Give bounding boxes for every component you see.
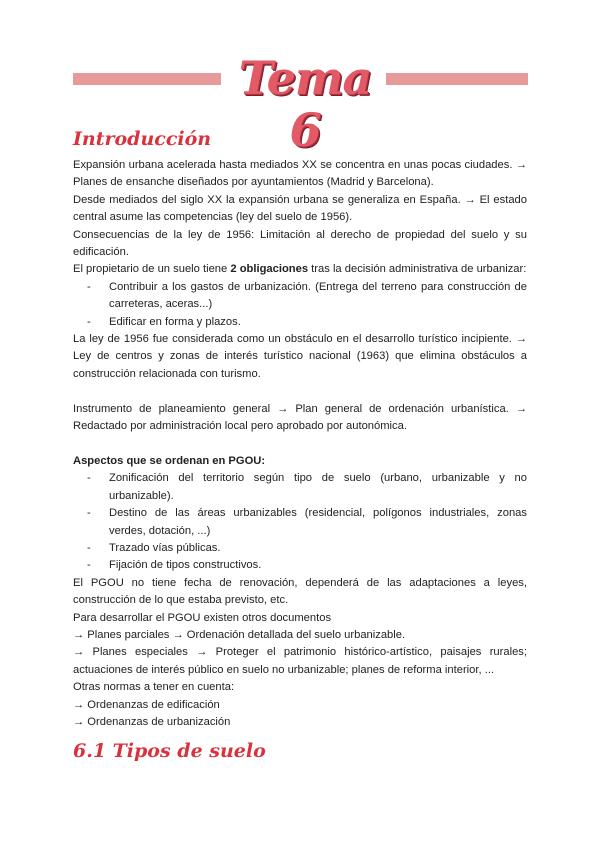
paragraph: Otras normas a tener en cuenta: — [73, 681, 235, 694]
section-heading-introduccion: Introducción — [73, 128, 212, 150]
list-item: - Edificar en forma y plazos. — [87, 314, 527, 331]
header-bar-left — [73, 73, 221, 85]
page-title: Tema 6 — [238, 51, 372, 157]
pgou-heading: Aspectos que se ordenan en PGOU: — [73, 454, 266, 467]
paragraph: El PGOU no tiene fecha de renovación, dependerá de las adaptaciones a leyes, construcción de lo que estaba previsto, etc. — [73, 576, 527, 607]
pgou-list — [73, 470, 527, 574]
spacer — [73, 383, 527, 400]
list-item: - Fijación de tipos constructivos. — [87, 557, 527, 574]
list-item: - Zonificación del territorio según tipo de suelo (urbano, urbanizable y no urbanizable). — [87, 470, 527, 505]
bold-text: 2 obligaciones — [230, 263, 309, 276]
section-heading-tipos-de-suelo: 6.1 Tipos de suelo — [73, 740, 266, 762]
paragraph: → Ordenanzas de edificación — [73, 698, 220, 711]
header-bar-right — [386, 73, 528, 85]
paragraph: Expansión urbana acelerada hasta mediados XX se concentra en unas pocas ciudades. → Planes de ensanche diseñados por ayuntamientos (Madrid y Barcelona). — [73, 159, 527, 189]
spacer — [73, 435, 527, 452]
paragraph: Instrumento de planeamiento general → Plan general de ordenación urbanística. → Redactado por administración local pero aprobado por autonómica. — [73, 402, 527, 433]
paragraph-obligations — [73, 261, 527, 278]
document-body — [73, 124, 527, 731]
list-item: - Contribuir a los gastos de urbanización. (Entrega del terreno para construcción de carreteras, aceras...) — [87, 279, 527, 314]
paragraph: Para desarrollar el PGOU existen otros documentos — [73, 611, 332, 624]
paragraph: → Ordenanzas de urbanización — [73, 715, 231, 728]
obligations-list — [73, 279, 527, 331]
paragraph: Consecuencias de la ley de 1956: Limitación al derecho de propiedad del suelo y su edificación. — [73, 228, 527, 259]
list-item: - Destino de las áreas urbanizables (residencial, polígonos industriales, zonas verdes, dotación, ...) — [87, 505, 527, 540]
text: El propietario de un suelo tiene — [73, 263, 231, 276]
paragraph: → Planes especiales → Proteger el patrimonio histórico-artístico, paisajes rurales; actuaciones de interés público en suelo no urbanizable; planes de reforma interior, ... — [73, 646, 527, 676]
list-item: - Trazado vías públicas. — [87, 540, 527, 557]
paragraph: → Planes parciales → Ordenación detallada del suelo urbanizable. — [73, 628, 406, 641]
text: tras la decisión administrativa de urbanizar: — [308, 263, 527, 276]
paragraph: La ley de 1956 fue considerada como un obstáculo en el desarrollo turístico incipiente. → Ley de centros y zonas de interés turístico nacional (1963) que elimina obstáculos a construcción relacionada con turismo. — [73, 333, 527, 380]
paragraph: Desde mediados del siglo XX la expansión urbana se generaliza en España. → El estado central asume las competencias (ley del suelo de 1956). — [73, 193, 527, 224]
